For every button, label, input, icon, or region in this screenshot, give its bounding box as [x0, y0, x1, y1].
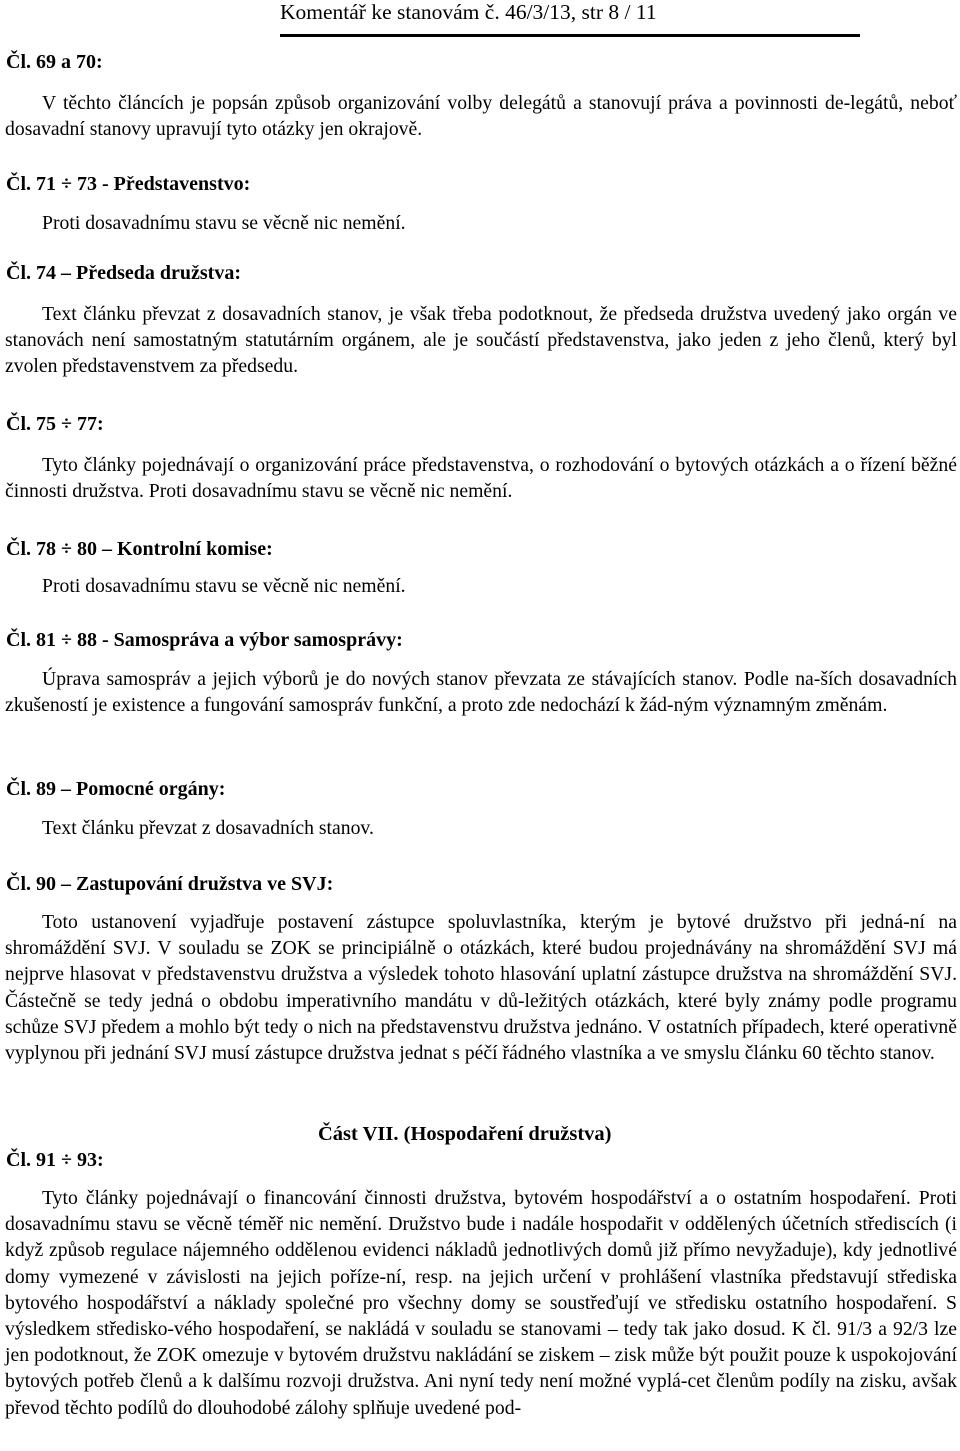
section-text: Text článku převzat z dosavadních stanov.: [42, 817, 374, 839]
section-heading: Čl. 74 – Předseda družstva:: [6, 262, 241, 284]
section-heading: Čl. 89 – Pomocné orgány:: [6, 778, 226, 800]
header-text: Komentář ke stanovám č. 46/3/13, str 8 / 11: [280, 0, 657, 24]
section-text: Toto ustanovení vyjadřuje postavení zástupce spoluvlastníka, kterým je bytové družstvo při jedná-ní na shromáždění SVJ. V souladu se ZOK se principiálně o otázkách, které budou projednávány na shromáždění SVJ má nejprve hlasovat v představenstvu družstva a výsledek tohoto hlasování uplatní zástupce družstva na shromáždění SVJ. Částečně se tedy jedná o obdobu imperativního mandátu v dů-ležitých otázkách, které byly známy podle programu schůze SVJ předem a mohlo být tedy o nich na představenstvu družstva jednáno. V ostatních případech, které operativně vyplynou při jednání SVJ musí zástupce družstva jednat s péčí řádného vlastníka a ve smyslu článku 60 těchto stanov.: [5, 911, 957, 1065]
section-heading: Čl. 71 ÷ 73 - Představenstvo:: [6, 173, 251, 195]
section-heading: Čl. 90 – Zastupování družstva ve SVJ:: [6, 873, 334, 895]
section-text: Tyto články pojednávají o financování činnosti družstva, bytovém hospodářství a o ostatním hospodaření. Proti dosavadnímu stavu se věcně téměř nic nemění. Družstvo bude i nadále hospodařit v oddělených účetních střediscích (i když způsob regulace nájemného oddělenou evidenci nákladů jednotlivých domů již přímo nevyžaduje), kdy jednotlivé domy vymezené v závislosti na jejich poříze-ní, resp. na jejich určení v prohlášení vlastníka představují střediska bytového hospodářství a náklady společné pro všechny domy se soustřeďují ve středisku ostatního hospodaření. S výsledkem středisko-vého hospodaření, se nakládá v souladu se stanovami – tedy tak jako dosud. K čl. 91/3 a 92/3 lze jen podotknout, že ZOK omezuje v bytovém družstvu nakládání se ziskem – zisk může být použit pouze k uspokojování bytových potřeb členů a k dalšímu rozvoji družstva. Ani nyní tedy není možné vyplá-cet členům podíly na zisku, avšak převod těchto podílů do dlouhodobé zálohy splňuje uvedené pod-: [5, 1187, 957, 1419]
part-title: Část VII. (Hospodaření družstva): [318, 1123, 612, 1145]
section-text: Proti dosavadnímu stavu se věcně nic nemění.: [42, 575, 406, 597]
section-text: Text článku převzat z dosavadních stanov, je však třeba podotknout, že předseda družstva uvedený jako orgán ve stanovách není samostatným statutárním orgánem, ale je součástí představenstva, jako jeden z jeho členů, který byl zvolen představenstvem za předsedu.: [5, 303, 957, 378]
page-header: [280, 0, 860, 37]
section-text: Tyto články pojednávají o organizování práce představenstva, o rozhodování o bytových otázkách a o řízení běžné činnosti družstva. Proti dosavadnímu stavu se věcně nic nemění.: [5, 454, 957, 503]
section-heading: Čl. 81 ÷ 88 - Samospráva a výbor samosprávy:: [6, 629, 403, 651]
section-text: V těchto článcích je popsán způsob organizování volby delegátů a stanovují práva a povinnosti de-legátů, neboť dosavadní stanovy upravují tyto otázky jen okrajově.: [5, 92, 957, 141]
section-text: Úprava samospráv a jejich výborů je do nových stanov převzata ze stávajících stanov. Podle na-ších dosavadních zkušeností je existence a fungování samospráv funkční, a proto zde nedochází k žád-ným významným změnám.: [5, 668, 957, 717]
section-heading: Čl. 91 ÷ 93:: [6, 1149, 104, 1171]
section-heading: Čl. 69 a 70:: [6, 51, 103, 73]
section-heading: Čl. 75 ÷ 77:: [6, 413, 104, 435]
section-heading: Čl. 78 ÷ 80 – Kontrolní komise:: [6, 538, 273, 560]
section-text: Proti dosavadnímu stavu se věcně nic nemění.: [42, 212, 406, 234]
